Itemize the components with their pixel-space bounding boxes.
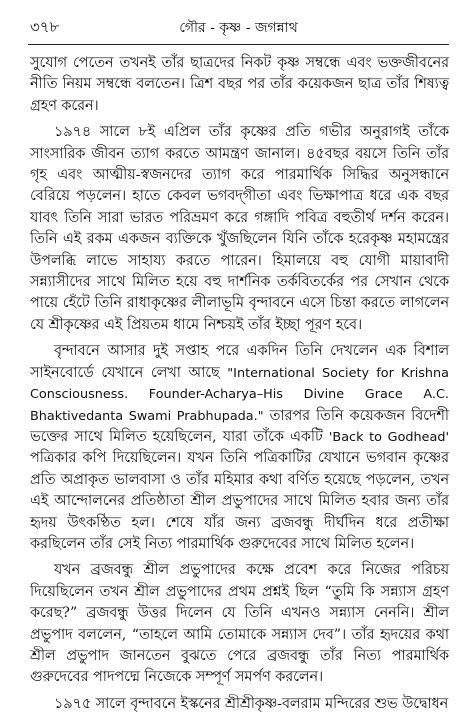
paragraph-1: সুযোগ পেতেন তখনই তাঁর ছাত্রদের নিকট কৃষ্ণ সম্বন্ধে এবং ভক্তজীবনের নীতি নিয়ম সম্বন্ধে বলতেন। ত্রিশ বছর পর তাঁর কয়েকজন ছাত্র তাঁর শিষ্যত্ব গ্রহণ করেন। — [30, 55, 449, 114]
paragraph-5: ১৯৭৫ সালে বৃন্দাবনে ইস্কনের শ্রীশ্রীকৃষ্ণ-বলরাম মন্দিরের শুভ উদ্বোধন — [54, 695, 449, 712]
signboard-quote: "International Society for Krishna Consciousness. Founder-Acharya–His Divine Grace A.C. Bhaktivedanta Swami Prabhupada." — [30, 365, 449, 424]
page-number: ৩৭৮ — [30, 18, 60, 36]
paragraph-3 — [30, 341, 449, 555]
paragraph-3-text-after: পত্রিকার কপি দিয়েছিলেন। যখন তিনি পত্রিকাটির যেখানে ভগবান কৃষ্ণের প্রতি অপ্রাকৃত ভালবাসা ও তাঁর মহিমার কথা বর্ণিত হয়েছে পড়লেন, তখন এই আন্দোলনের প্রতিষ্ঠাতা শ্রীল প্রভুপাদের সাথে মিলিত হবার জন্য তাঁর হৃদয় উৎকণ্ঠিত হল। শেষে যাঁর জন্য ব্রজবন্ধু দীর্ঘদিন ধরে প্রতীক্ষা করছিলেন তাঁর সেই নিত্য পারমার্থিক গুরুদেবের সাথে মিলিত হলেন। — [30, 450, 449, 552]
paragraph-3-text-before: বৃন্দাবনে আসার দুই সপ্তাহ পরে একদিন তিনি দেখলেন এক বিশাল সাইনবোর্ডে যেখানে লেখা আছে — [30, 343, 449, 381]
header-rule — [28, 44, 449, 45]
paragraph-3-text-middle: তারপর তিনি কয়েকজন বিদেশী ভক্তের সাথে মিলিত হয়েছিলেন, যারা তাঁকে একটি — [30, 407, 449, 445]
page-header — [24, 14, 453, 38]
magazine-title: 'Back to Godhead' — [328, 429, 450, 445]
paragraph-4: যখন ব্রজবন্ধু শ্রীল প্রভুপাদের কক্ষে প্রবেশ করে নিজের পরিচয় দিয়েছিলেন তখন শ্রীল প্রভুপাদের প্রথম প্রশ্নই ছিল “তুমি কি সন্ন্যাস গ্রহণ করেছ?” ব্রজবন্ধু উত্তর দিলেন যে তিনি এখনও সন্ন্যাস নেননি। শ্রীল প্রভুপাদ বললেন, “তাহলে আমি তোমাকে সন্ন্যাস দেব”। তাঁর হৃদয়ের কথা শ্রীল প্রভুপাদ জানতেন বুঝতে পেরে ব্রজবন্ধু তাঁর নিত্য পারমার্থিক গুরুদেবের পাদপদ্মে নিজেকে সম্পূর্ণ সমর্পণ করলেন। — [30, 562, 449, 686]
running-title: গৌর - কৃষ্ণ - জগন্নাথ — [179, 20, 298, 36]
paragraph-2: ১৯৭৪ সালে ৮ই এপ্রিল তাঁর কৃষ্ণের প্রতি গভীর অনুরাগই তাঁকে সাংসারিক জীবন ত্যাগ করতে আমন্ত্রণ জানাল। ৪৫বছর বয়সে তিনি তাঁর গৃহ এবং আত্মীয়-স্বজনদের ত্যাগ করে পারমার্থিক সিদ্ধির অনুসন্ধানে বেরিয়ে পড়লেন। হাতে কেবল ভগবদ্‌গীতা এবং ভিক্ষাপাত্র ধরে এক বছর যাবৎ তিনি সারা ভারত পরিভ্রমণ করে গঙ্গাদি পবিত্র বহুতীর্থ দর্শন করেন। তিনি এই রকম একজন ব্যক্তিকে খুঁজছিলেন যিনি তাঁকে হরেকৃষ্ণ মহামন্ত্রের উপলব্ধি লাভে সাহায্য করতে পারেন। হিমালয়ে বহু যোগী মায়াবাদী সন্ন্যাসীদের সাথে মিলিত হয়ে বহু দার্শনিক তর্কবিতর্কের পর সেখান থেকে পায়ে হেঁটে তিনি রাধাকৃষ্ণের লীলাভূমি বৃন্দাবনে এসে চিন্তা করতে লাগলেন যে শ্রীকৃষ্ণের এই প্রিয়তম ধামে নিশ্চয়ই তাঁর ইচ্ছা পূরণ হবে। — [30, 124, 449, 333]
